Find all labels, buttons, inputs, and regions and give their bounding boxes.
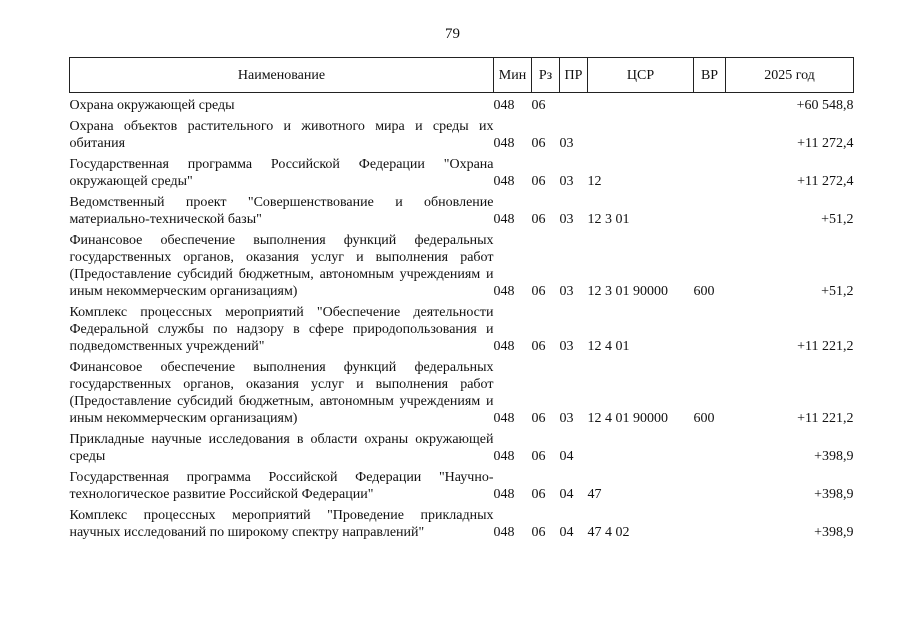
row-name: Финансовое обеспечение выполнения функций федеральных государственных органов, оказания услуг и выполнения работ (Предоставление субсидий бюджетным, автономным учреждениям и иным некоммерческим организациям): [69, 233, 494, 299]
row-amount: +51,2: [821, 284, 854, 299]
row-vr: [694, 300, 726, 355]
row-rz: 06: [531, 98, 546, 113]
row-min: 048: [493, 339, 515, 354]
row-pr: [560, 93, 588, 115]
row-min: 048: [493, 212, 515, 227]
row-pr: 03: [559, 136, 574, 151]
row-rz: 06: [531, 525, 546, 540]
row-name: Комплекс процессных мероприятий "Обеспечение деятельности Федеральной службы по надзору в сфере природопользования и подведомственных учреждений": [69, 305, 494, 354]
row-rz: 06: [531, 449, 546, 464]
row-amount: +51,2: [821, 212, 854, 227]
table-row: [70, 114, 854, 152]
row-csr: 47 4 02: [587, 525, 630, 540]
row-min: 048: [493, 98, 515, 113]
row-min: 048: [493, 174, 515, 189]
row-min: 048: [493, 487, 515, 502]
row-vr: [694, 190, 726, 228]
row-csr: [588, 427, 694, 465]
header-vr: ВР: [694, 58, 726, 93]
row-vr: [694, 114, 726, 152]
row-pr: 03: [559, 174, 574, 189]
header-min: Мин: [494, 58, 532, 93]
row-min: 048: [493, 449, 515, 464]
row-name: Охрана объектов растительного и животного мира и среды их обитания: [69, 119, 494, 151]
row-vr: [694, 152, 726, 190]
row-vr: 600: [693, 411, 715, 426]
row-pr: 04: [559, 487, 574, 502]
row-amount: +60 548,8: [796, 98, 854, 113]
table-row: [70, 355, 854, 427]
row-vr: [694, 93, 726, 115]
row-csr: [588, 93, 694, 115]
header-name: Наименование: [70, 58, 494, 93]
row-name: Ведомственный проект "Совершенствование и обновление материально-технической базы": [69, 195, 494, 227]
row-amount: +11 221,2: [797, 411, 854, 426]
row-rz: 06: [531, 136, 546, 151]
header-pr: ПР: [560, 58, 588, 93]
row-csr: 12 3 01: [587, 212, 630, 227]
row-name: Государственная программа Российской Федерации "Охрана окружающей среды": [69, 157, 494, 189]
row-rz: 06: [531, 174, 546, 189]
table-row: [70, 465, 854, 503]
table-row: [70, 190, 854, 228]
table-row: [70, 93, 854, 115]
row-amount: +11 221,2: [797, 339, 854, 354]
row-vr: [694, 503, 726, 541]
row-csr: 12 3 01 90000: [587, 284, 668, 299]
table-header: [70, 58, 854, 93]
row-pr: 03: [559, 339, 574, 354]
row-csr: 47: [587, 487, 602, 502]
row-name: Комплекс процессных мероприятий "Проведение прикладных научных исследований по широкому спектру направлений": [69, 508, 494, 540]
row-amount: +398,9: [814, 525, 854, 540]
table-row: [70, 300, 854, 355]
header-year: 2025 год: [726, 58, 854, 93]
row-min: 048: [493, 284, 515, 299]
row-rz: 06: [531, 284, 546, 299]
row-min: 048: [493, 411, 515, 426]
row-rz: 06: [531, 212, 546, 227]
row-amount: +11 272,4: [797, 174, 854, 189]
row-amount: +11 272,4: [797, 136, 854, 151]
row-rz: 06: [531, 411, 546, 426]
row-name: Охрана окружающей среды: [69, 98, 235, 113]
row-min: 048: [493, 136, 515, 151]
page-number: 79: [445, 26, 460, 42]
row-vr: 600: [693, 284, 715, 299]
row-csr: 12: [587, 174, 602, 189]
row-rz: 06: [531, 487, 546, 502]
row-pr: 03: [559, 284, 574, 299]
table-row: [70, 152, 854, 190]
row-csr: 12 4 01 90000: [587, 411, 668, 426]
row-csr: 12 4 01: [587, 339, 630, 354]
row-pr: 04: [559, 525, 574, 540]
header-rz: Рз: [532, 58, 560, 93]
row-name: Прикладные научные исследования в области охраны окружающей среды: [69, 432, 494, 464]
budget-table: [69, 57, 854, 541]
row-pr: 03: [559, 411, 574, 426]
table-row: [70, 228, 854, 300]
table-row: [70, 427, 854, 465]
row-csr: [588, 114, 694, 152]
row-rz: 06: [531, 339, 546, 354]
row-amount: +398,9: [814, 487, 854, 502]
row-vr: [694, 427, 726, 465]
header-csr: ЦСР: [588, 58, 694, 93]
row-pr: 04: [559, 449, 574, 464]
table-body: [70, 93, 854, 542]
row-name: Финансовое обеспечение выполнения функций федеральных государственных органов, оказания услуг и выполнения работ (Предоставление субсидий бюджетным, автономным учреждениям и иным некоммерческим организациям): [69, 360, 494, 426]
row-amount: +398,9: [814, 449, 854, 464]
table-row: [70, 503, 854, 541]
row-pr: 03: [559, 212, 574, 227]
row-name: Государственная программа Российской Федерации "Научно-технологическое развитие Российской Федерации": [69, 470, 494, 502]
row-vr: [694, 465, 726, 503]
row-min: 048: [493, 525, 515, 540]
